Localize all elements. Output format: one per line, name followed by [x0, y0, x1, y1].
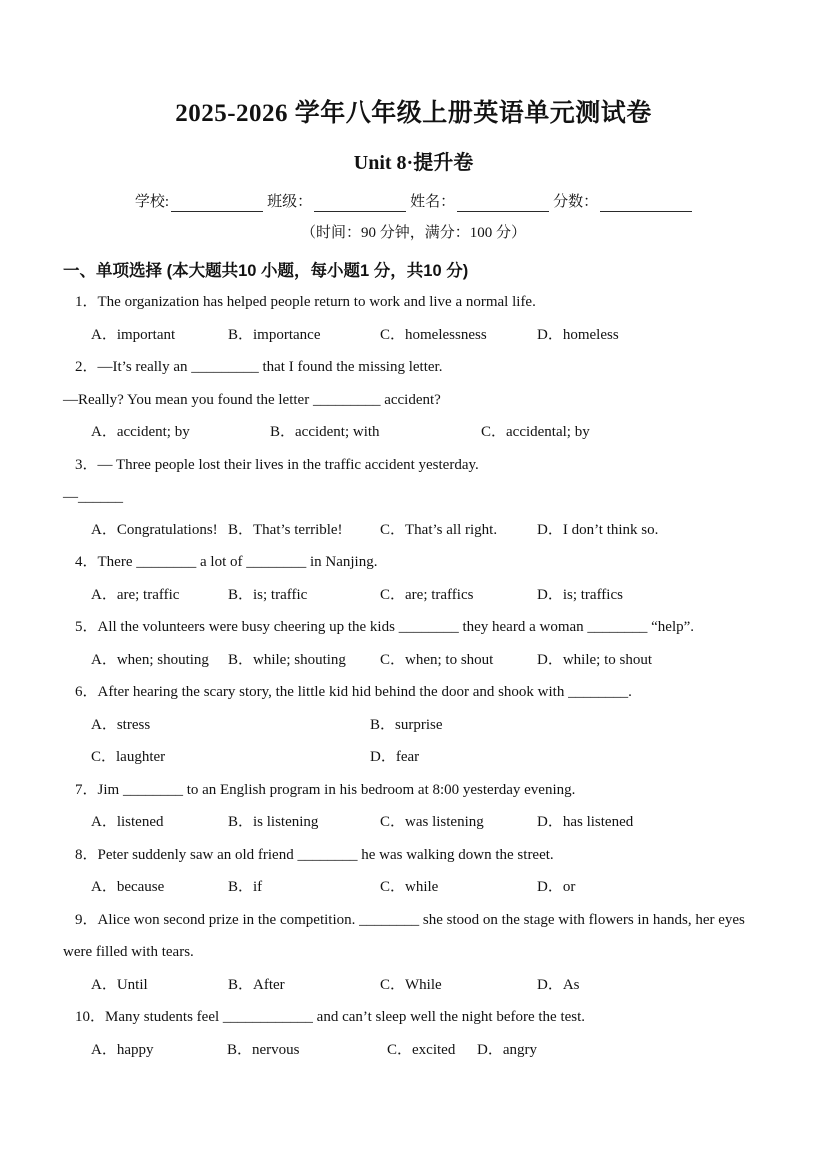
option-a: A．important [91, 326, 176, 343]
option-b: B．is; traffic [228, 586, 308, 603]
field-class [267, 192, 406, 212]
student-info-row [0, 192, 827, 212]
question-text-line [63, 286, 819, 319]
field-class-label: 班级： [267, 194, 313, 210]
option-d: D．is; traffics [537, 586, 623, 603]
option-a: A．accident; by [91, 424, 190, 440]
question-number: 3． [75, 456, 98, 473]
option-c: C．while [380, 879, 439, 895]
question-list [0, 286, 827, 1066]
option-c: C．That’s all right. [380, 521, 498, 538]
school-blank-line [171, 194, 263, 212]
option-d: D．has listened [537, 814, 634, 830]
option-a: A．happy [91, 1041, 154, 1058]
question-8 [63, 839, 819, 904]
class-blank-line [314, 194, 406, 212]
option-a: A．stress [91, 716, 151, 733]
option-c: C．While [380, 976, 442, 993]
question-number: 5． [75, 619, 98, 635]
option-a: A．because [91, 879, 165, 895]
question-text-line [63, 351, 819, 384]
field-school-label: 学校: [134, 194, 170, 210]
exam-subtitle: Unit 8·提升卷 [353, 152, 474, 174]
field-score-label: 分数： [553, 194, 599, 210]
question-text: —It’s really an _________ that I found the missing letter. [97, 359, 443, 375]
name-blank-line [457, 194, 549, 212]
question-options [63, 806, 819, 839]
section-1-header: 一、单项选择 (本大题共10 小题，每小题1 分，共10 分) [63, 262, 469, 280]
question-text-line [63, 839, 819, 872]
question-text-line [63, 546, 819, 579]
question-2 [63, 351, 819, 449]
option-c: C．homelessness [380, 326, 487, 343]
option-c: C．laughter [91, 749, 166, 765]
option-d: D．or [537, 879, 576, 895]
question-options [63, 579, 819, 612]
exam-meta: （时间：90 分钟，满分：100 分） [300, 225, 526, 241]
question-number: 9． [75, 911, 98, 928]
option-a: A．Congratulations! [91, 521, 218, 538]
option-d: D．while; to shout [537, 651, 652, 668]
option-b: B．while; shouting [228, 651, 346, 668]
option-c: C．excited [387, 1041, 456, 1058]
question-text: Jim ________ to an English program in his bedroom at 8:00 yesterday evening. [97, 781, 576, 798]
question-text: Peter suddenly saw an old friend ________ he was walking down the street. [97, 846, 554, 863]
question-number: 1． [75, 294, 98, 310]
option-a: A．are; traffic [91, 586, 180, 603]
option-b: B．importance [228, 326, 321, 343]
question-number: 7． [75, 781, 98, 798]
question-options [63, 416, 819, 449]
question-options [63, 644, 819, 677]
question-text: There ________ a lot of ________ in Nanjing. [97, 554, 378, 570]
question-text: Many students feel ____________ and can’t sleep well the night before the test. [105, 1009, 586, 1025]
question-text: All the volunteers were busy cheering up the kids ________ they heard a woman ________ “help”. [97, 619, 695, 635]
question-text: The organization has helped people return to work and live a normal life. [97, 294, 536, 310]
question-text: Alice won second prize in the competition. ________ she stood on the stage with flowers in hands, her eyes [97, 911, 745, 928]
question-9 [63, 904, 819, 1002]
field-name-label: 姓名： [410, 194, 456, 210]
question-options [63, 514, 819, 547]
question-4 [63, 546, 819, 611]
question-number: 4． [75, 554, 98, 570]
option-a: A．Until [91, 976, 148, 993]
question-6 [63, 676, 819, 774]
question-text-line [63, 1001, 819, 1034]
question-text-line [63, 449, 819, 482]
question-text-line: —Really? You mean you found the letter _________ accident? [63, 391, 441, 408]
option-a: A．when; shouting [91, 651, 209, 668]
question-text-line: —______ [63, 489, 123, 505]
question-number: 2． [75, 359, 98, 375]
question-text: — Three people lost their lives in the traffic accident yesterday. [97, 456, 479, 473]
score-blank-line [600, 194, 692, 212]
field-score [553, 192, 692, 212]
option-c: C．when; to shout [380, 651, 494, 668]
question-number: 10． [75, 1009, 106, 1025]
question-text: After hearing the scary story, the little kid hid behind the door and shook with ________. [97, 684, 632, 700]
question-10 [63, 1001, 819, 1066]
option-d: D．As [537, 976, 580, 993]
question-text-line [63, 676, 819, 709]
option-b: B．surprise [370, 716, 443, 733]
option-d: D．angry [477, 1041, 537, 1058]
question-1 [63, 286, 819, 351]
option-b: B．accident; with [270, 424, 380, 440]
option-d: D．fear [370, 749, 420, 765]
question-text-line [63, 774, 819, 807]
question-options [63, 319, 819, 352]
option-b: B．That’s terrible! [228, 521, 343, 538]
question-options [63, 969, 819, 1002]
option-b: B．nervous [227, 1041, 300, 1058]
option-d: D．I don’t think so. [537, 521, 659, 538]
question-7 [63, 774, 819, 839]
question-text-line: were filled with tears. [63, 944, 194, 960]
question-options [63, 709, 819, 742]
field-school [135, 192, 263, 212]
page-title: 2025-2026 学年八年级上册英语单元测试卷 [175, 100, 652, 127]
option-a: A．listened [91, 814, 164, 830]
question-3 [63, 449, 819, 547]
option-d: D．homeless [537, 326, 619, 343]
question-number: 8． [75, 846, 98, 863]
question-text-line [63, 611, 819, 644]
option-c: C．are; traffics [380, 586, 474, 603]
option-c: C．was listening [380, 814, 484, 830]
question-options [63, 1034, 819, 1067]
field-name [410, 192, 549, 212]
question-number: 6． [75, 684, 98, 700]
question-options [63, 871, 819, 904]
option-b: B．After [228, 976, 285, 993]
option-b: B．is listening [228, 814, 319, 830]
question-text-line [63, 904, 819, 937]
option-b: B．if [228, 879, 263, 895]
option-c: C．accidental; by [481, 424, 590, 440]
question-options [63, 741, 819, 774]
question-5 [63, 611, 819, 676]
